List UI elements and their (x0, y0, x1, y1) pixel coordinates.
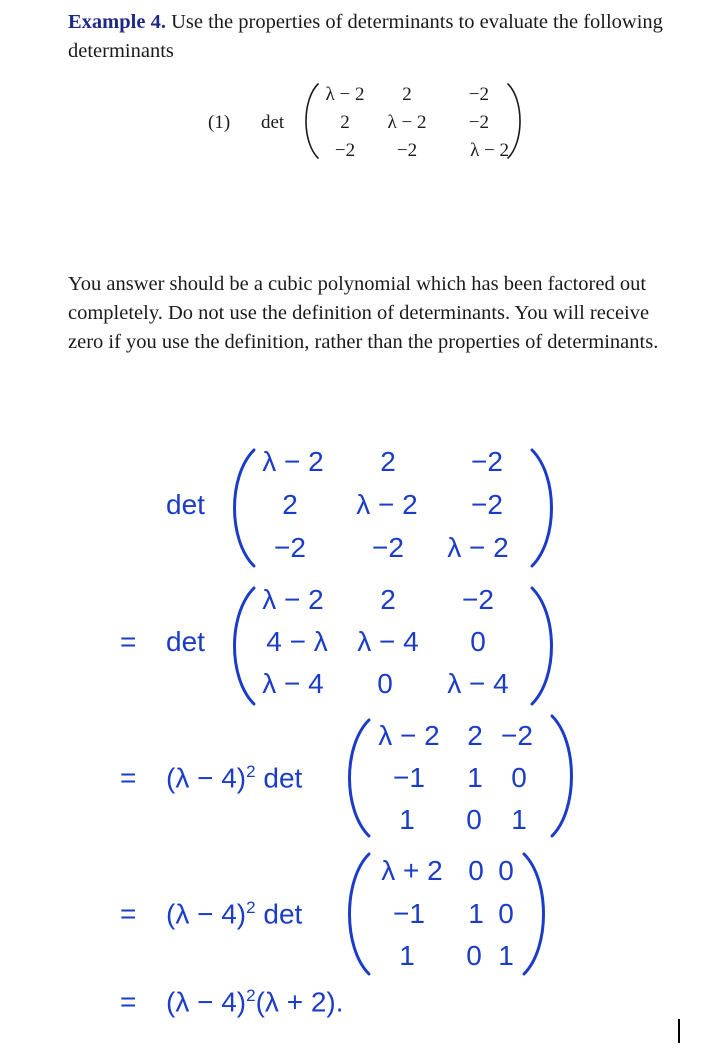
matrix-cell: λ − 2 (325, 84, 365, 105)
matrix-cell: 1 (399, 804, 415, 835)
text-cursor-icon (678, 1019, 680, 1043)
factor-base: (λ − 4) (166, 898, 247, 930)
matrix-cell: λ − 4 (447, 668, 509, 699)
matrix-cell: λ − 2 (262, 446, 324, 477)
part-det-label: det (261, 112, 285, 133)
part-right-paren (502, 80, 532, 162)
matrix-cell: λ + 2 (381, 855, 443, 886)
problem-text: Use the properties of determinants to evaluate the following determinants (68, 11, 663, 62)
matrix-cell: −2 (501, 720, 533, 751)
solution-det-2: det (166, 626, 205, 657)
solution-det-4: det (263, 898, 303, 930)
matrix-cell: 0 (470, 626, 486, 657)
factor-base: (λ − 4) (166, 762, 247, 794)
matrix-cell: 2 (402, 84, 412, 105)
factor-expression-2 (166, 898, 302, 930)
example-label: Example 4. (68, 11, 166, 33)
matrix-cell: 2 (282, 489, 298, 520)
step4-right-paren (516, 850, 556, 978)
instructions-text: You answer should be a cubic polynomial which has been factored out completely. Do not use the definition of determinants. You will receive zero if you use the definition, rather than the properties of determinants. (68, 273, 659, 353)
matrix-cell: 2 (380, 584, 396, 615)
matrix-cell: 1 (498, 940, 514, 971)
solution-det-1: det (166, 489, 205, 520)
matrix-cell: −2 (334, 140, 356, 161)
matrix-cell: −2 (372, 532, 404, 563)
matrix-cell: λ − 2 (470, 140, 509, 161)
matrix-cell: −2 (471, 489, 503, 520)
matrix-cell: −2 (274, 532, 306, 563)
matrix-cell: 0 (466, 940, 482, 971)
matrix-cell: λ − 2 (447, 532, 509, 563)
matrix-cell: λ − 2 (387, 112, 427, 133)
matrix-cell: 2 (340, 112, 350, 133)
final-rest: (λ + 2). (255, 986, 344, 1018)
matrix-cell: 2 (467, 720, 483, 751)
matrix-cell: −1 (393, 762, 425, 793)
part-number: (1) (208, 112, 231, 133)
step4-left-paren (337, 850, 377, 978)
step2-left-paren (222, 584, 262, 708)
matrix-cell: 2 (380, 446, 396, 477)
matrix-cell: −2 (396, 140, 418, 161)
step1-right-paren (524, 446, 564, 570)
matrix-cell: −2 (462, 584, 494, 615)
solution-det-3: det (263, 762, 303, 794)
matrix-cell: 1 (511, 804, 527, 835)
equals-sign-2: = (120, 762, 137, 793)
matrix-cell: −2 (468, 84, 489, 105)
step2-right-paren (524, 584, 564, 708)
step3-left-paren (337, 716, 377, 840)
matrix-cell: −2 (471, 446, 503, 477)
part-left-paren (294, 80, 324, 162)
final-answer (166, 986, 344, 1018)
matrix-cell: λ − 2 (262, 584, 324, 615)
matrix-cell: 1 (468, 898, 484, 929)
matrix-cell: 0 (468, 855, 484, 886)
matrix-cell: 0 (377, 668, 393, 699)
matrix-cell: 0 (498, 855, 514, 886)
final-base: (λ − 4) (166, 986, 247, 1018)
equals-sign-1: = (120, 626, 137, 657)
matrix-cell: λ − 4 (262, 668, 324, 699)
matrix-cell: λ − 4 (357, 626, 419, 657)
factor-exponent: 2 (246, 762, 256, 781)
matrix-cell: 1 (399, 940, 415, 971)
matrix-cell: −2 (468, 112, 489, 133)
matrix-cell: 0 (466, 804, 482, 835)
matrix-cell: 1 (467, 762, 483, 793)
factor-expression-1 (166, 762, 302, 794)
factor-exponent: 2 (246, 898, 256, 917)
matrix-cell: λ − 2 (378, 720, 440, 751)
equals-sign-3: = (120, 898, 137, 929)
problem-statement (68, 8, 680, 66)
final-exponent: 2 (246, 986, 256, 1005)
matrix-cell: λ − 2 (356, 489, 418, 520)
matrix-cell: −1 (393, 898, 425, 929)
matrix-cell: 0 (498, 898, 514, 929)
step1-left-paren (222, 446, 262, 570)
matrix-cell: 0 (511, 762, 527, 793)
matrix-cell: 4 − λ (266, 626, 328, 657)
equals-sign-4: = (120, 986, 137, 1017)
step3-right-paren (544, 712, 584, 840)
